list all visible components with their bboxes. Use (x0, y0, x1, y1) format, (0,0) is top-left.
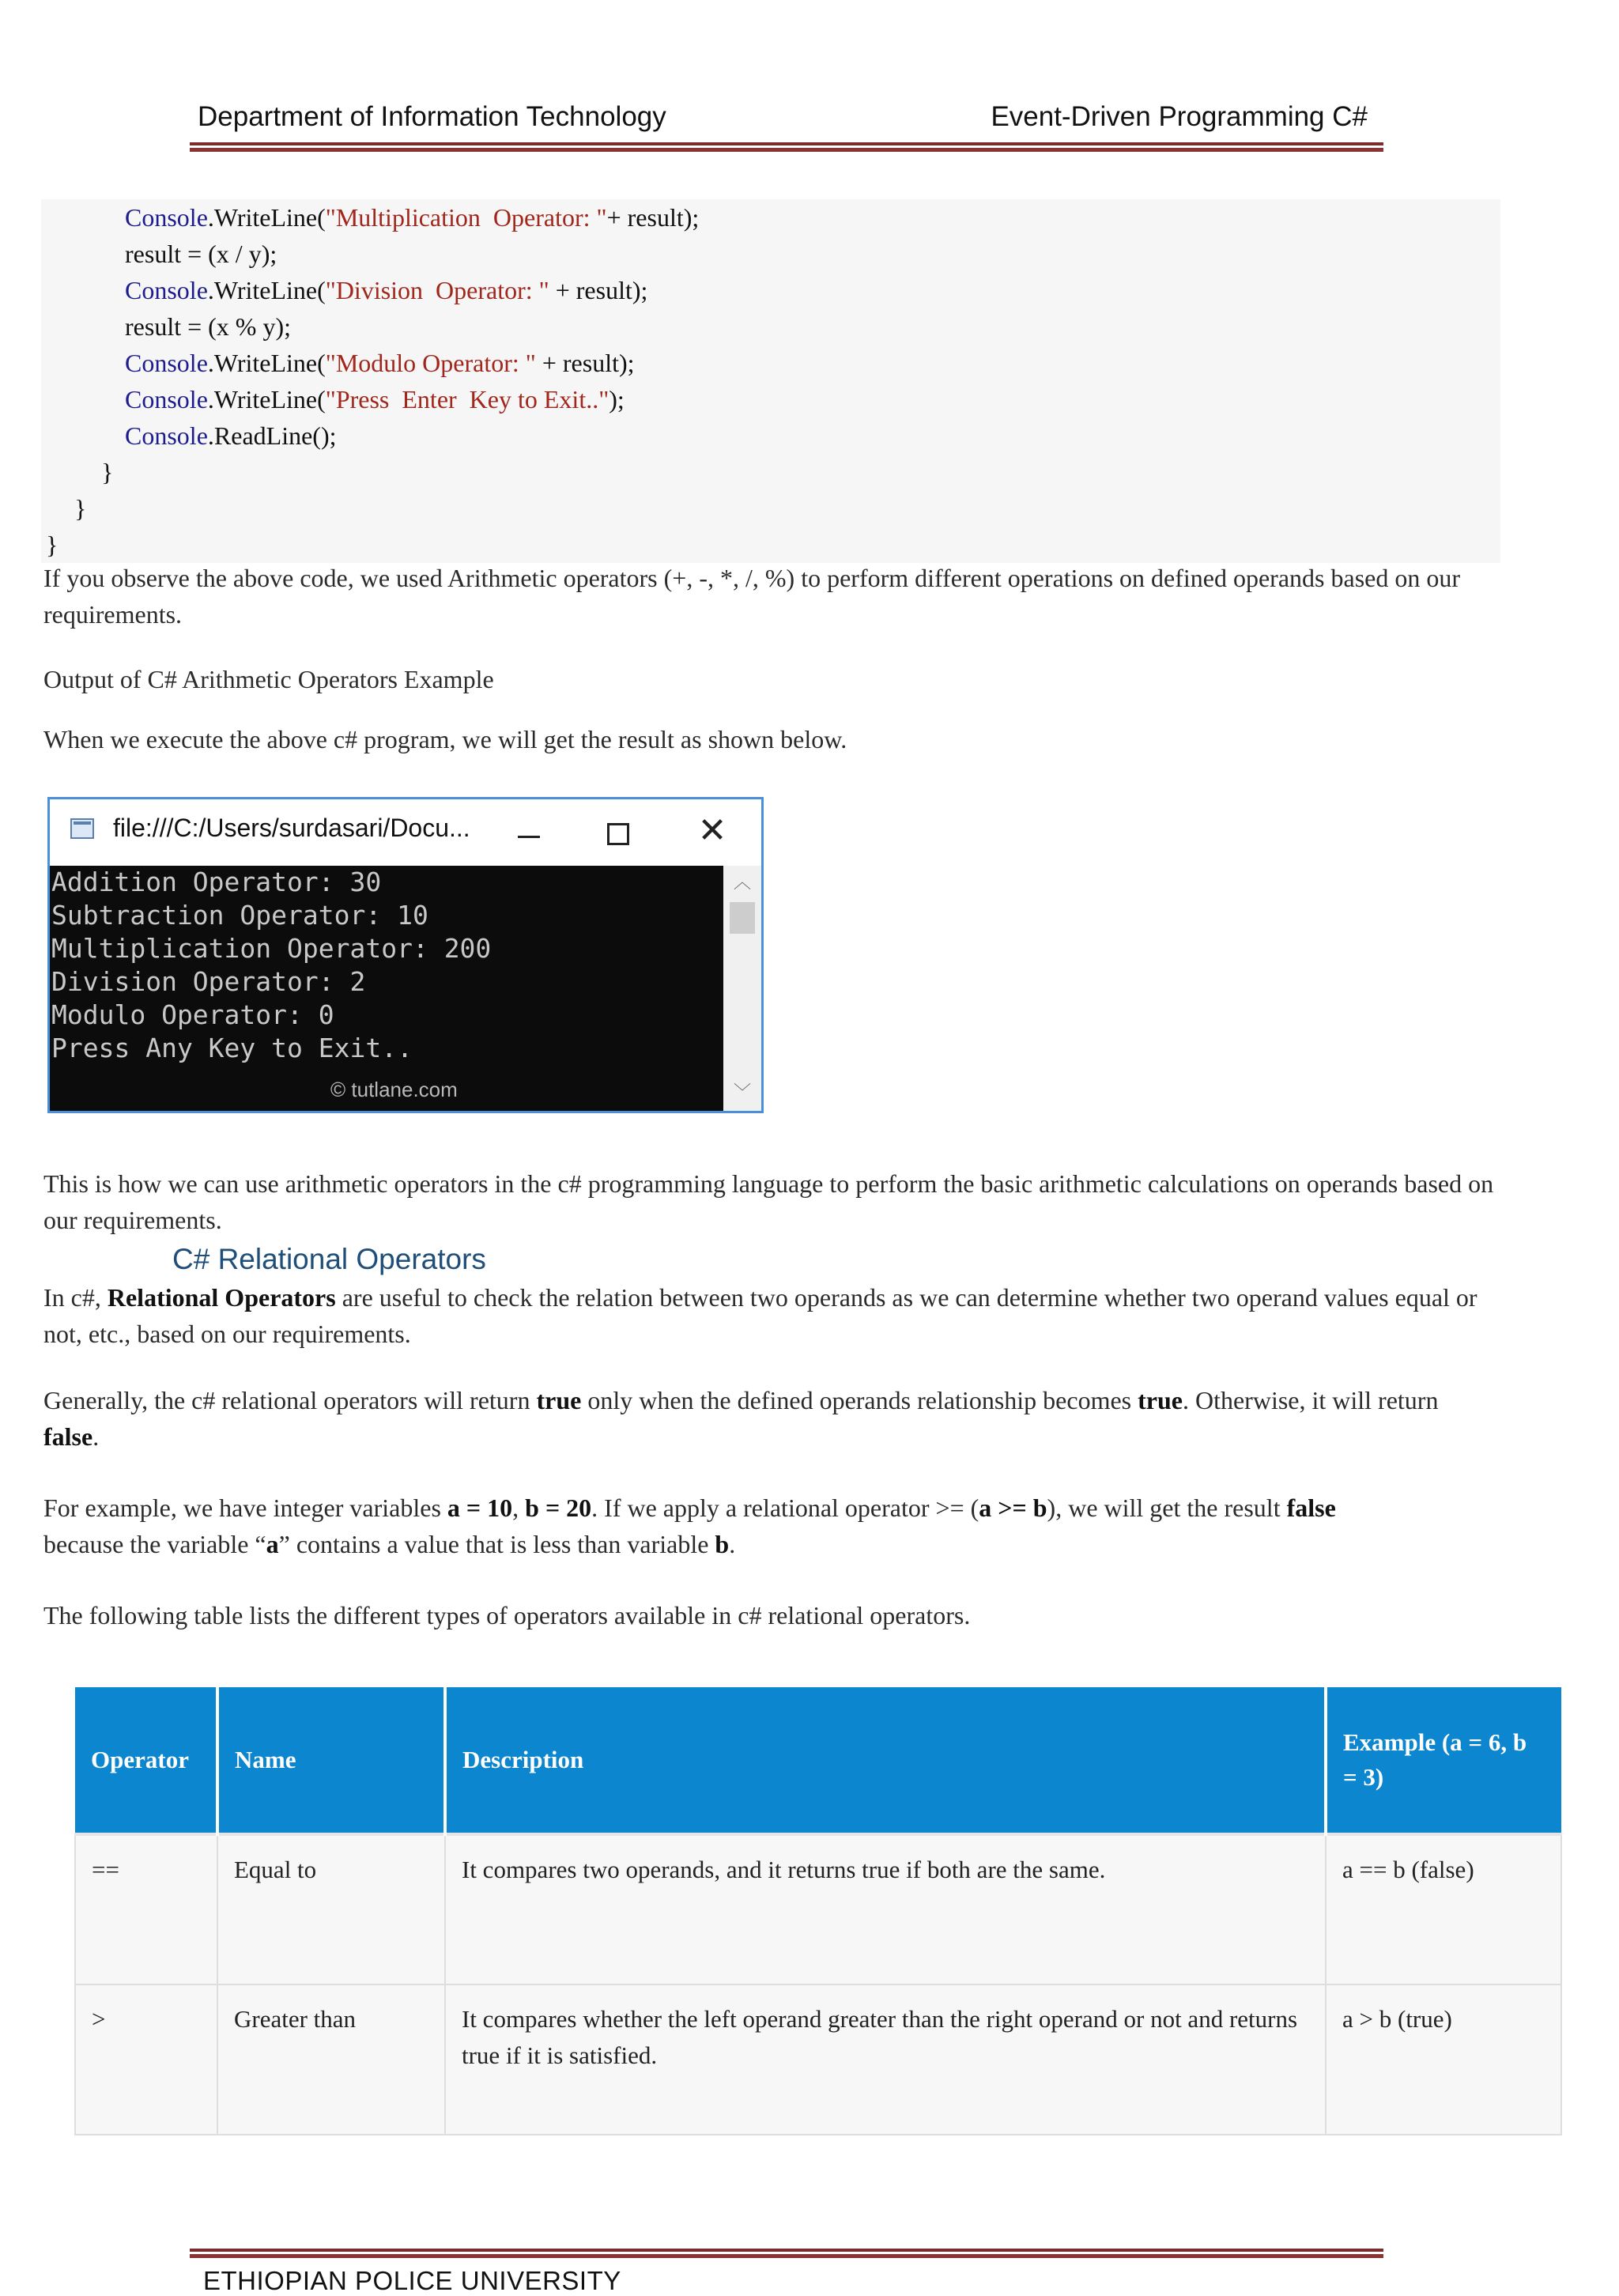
code-text: .WriteLine( (207, 203, 326, 232)
bold-term: b = 20 (525, 1494, 592, 1522)
text: only when the defined operands relationship becomes (581, 1386, 1138, 1414)
cell-description: It compares two operands, and it returns true if both are the same. (445, 1834, 1326, 1984)
code-keyword: Console (125, 385, 208, 414)
code-line (74, 490, 699, 527)
cell-example: a == b (false) (1326, 1834, 1561, 1984)
text: . (92, 1422, 100, 1451)
header-department: Department of Information Technology (198, 101, 666, 132)
scroll-down-icon[interactable]: ﹀ (733, 1083, 751, 1103)
code-block (41, 199, 1500, 563)
code-text: + result); (535, 349, 635, 377)
paragraph-output-title: Output of C# Arithmetic Operators Example (43, 665, 494, 693)
table-row (75, 1834, 1561, 1984)
text: are useful to check the relation between two operands as we can determine whether two operand values equal or not, etc., based on our requirements. (43, 1283, 1477, 1348)
cell-description: It compares whether the left operand greater than the right operand or not and returns true if it is satisfied. (445, 1984, 1326, 2135)
console-app-icon (70, 818, 94, 839)
code-string: "Division Operator: " (325, 276, 549, 304)
watermark: © tutlane.com (330, 1078, 458, 1101)
text: because the variable “ (43, 1530, 266, 1558)
code-text: .ReadLine(); (207, 421, 337, 450)
cell-name: Greater than (217, 1984, 445, 2135)
bold-term: false (43, 1422, 93, 1451)
code-text: + result); (549, 276, 648, 304)
console-scrollbar[interactable] (723, 866, 761, 1111)
console-line: Multiplication Operator: 200 (51, 933, 492, 964)
bold-term: true (536, 1386, 582, 1414)
paragraph-following: The following table lists the different types of operators available in c# relational operators. (43, 1601, 971, 1629)
code-text: .WriteLine( (207, 385, 326, 414)
code-string: "Multiplication Operator: " (325, 203, 607, 232)
console-line: Press Any Key to Exit.. (51, 1033, 413, 1063)
text: ), we will get the result (1047, 1494, 1287, 1522)
header-rule (190, 142, 1383, 153)
code-text: .WriteLine( (207, 276, 326, 304)
scroll-thumb[interactable] (730, 902, 755, 934)
text: . (729, 1530, 736, 1558)
code-text: + result); (606, 203, 700, 232)
footer-rule (190, 2249, 1383, 2260)
section-heading: C# Relational Operators (172, 1243, 486, 1275)
code-text: result = (x % y); (125, 312, 291, 341)
console-output (50, 866, 723, 1111)
code-text: result = (x / y); (125, 240, 277, 268)
bold-term: a >= b (979, 1494, 1047, 1522)
paragraph-observe: If you observe the above code, we used Arithmetic operators (+, -, *, /, %) to perform different operations on defined operands based on our requirements. (43, 564, 1460, 629)
paragraph-example (43, 1490, 1340, 1562)
header-example: Example (a = 6, b = 3) (1326, 1687, 1561, 1834)
bold-term: a = 10 (447, 1494, 513, 1522)
code-line (46, 527, 699, 563)
code-line (101, 454, 699, 490)
console-line: Addition Operator: 30 (51, 867, 382, 897)
code-line (125, 308, 699, 345)
console-line: Modulo Operator: 0 (51, 999, 334, 1030)
header-name: Name (217, 1687, 445, 1834)
code-string: "Modulo Operator: " (325, 349, 536, 377)
relational-operators-table (74, 1687, 1562, 2136)
table-header-row (75, 1687, 1561, 1834)
header-description: Description (445, 1687, 1326, 1834)
header-operator: Operator (75, 1687, 217, 1834)
bold-term: a (266, 1530, 279, 1558)
code-text: } (46, 531, 58, 559)
code-line (125, 345, 699, 381)
paragraph-execute: When we execute the above c# program, we will get the result as shown below. (43, 725, 847, 753)
console-titlebar (50, 799, 761, 866)
footer-university: ETHIOPIAN POLICE UNIVERSITY (203, 2266, 621, 2295)
paragraph-relational-intro (43, 1279, 1498, 1352)
text: Generally, the c# relational operators will return (43, 1386, 537, 1414)
text: For example, we have integer variables (43, 1494, 447, 1522)
header-course: Event-Driven Programming C# (991, 101, 1368, 132)
code-string: "Press Enter Key to Exit.." (325, 385, 609, 414)
console-lines (50, 866, 723, 1065)
bold-term: Relational Operators (107, 1283, 336, 1312)
code-line (125, 272, 699, 308)
cell-name: Equal to (217, 1834, 445, 1984)
code-line (125, 236, 699, 272)
text: . If we apply a relational operator >= ( (591, 1494, 979, 1522)
paragraph-how: This is how we can use arithmetic operators in the c# programming language to perform the basic arithmetic calculations on operands based on our requirements. (43, 1169, 1494, 1234)
console-line: Division Operator: 2 (51, 966, 366, 997)
code-keyword: Console (125, 421, 208, 450)
code-text: } (101, 458, 114, 486)
code-keyword: Console (125, 349, 208, 377)
text: ” contains a value that is less than variable (278, 1530, 715, 1558)
cell-example: a > b (true) (1326, 1984, 1561, 2135)
code-line (125, 417, 699, 454)
maximize-icon[interactable] (594, 807, 641, 855)
table-row (75, 1984, 1561, 2135)
code-line (125, 381, 699, 417)
scroll-up-icon[interactable]: ︿ (733, 873, 751, 893)
bold-term: true (1138, 1386, 1183, 1414)
text: . Otherwise, it will return (1182, 1386, 1439, 1414)
console-window (47, 797, 764, 1113)
bold-term: false (1286, 1494, 1336, 1522)
code-line (125, 199, 699, 236)
text: In c#, (43, 1283, 108, 1312)
code-keyword: Console (125, 276, 208, 304)
console-title: file:///C:/Users/surdasari/Docu... (113, 814, 470, 842)
cell-operator: == (75, 1834, 217, 1984)
code-keyword: Console (125, 203, 208, 232)
console-line: Subtraction Operator: 10 (51, 900, 428, 931)
minimize-icon[interactable] (505, 807, 553, 855)
code-lines (46, 199, 700, 563)
text: , (512, 1494, 526, 1522)
paragraph-generally (43, 1382, 1498, 1455)
code-text: ); (609, 385, 625, 414)
code-text: } (74, 494, 87, 523)
bold-term: b (715, 1530, 730, 1558)
cell-operator: > (75, 1984, 217, 2135)
code-text: .WriteLine( (207, 349, 326, 377)
close-icon[interactable]: ✕ (697, 810, 727, 851)
